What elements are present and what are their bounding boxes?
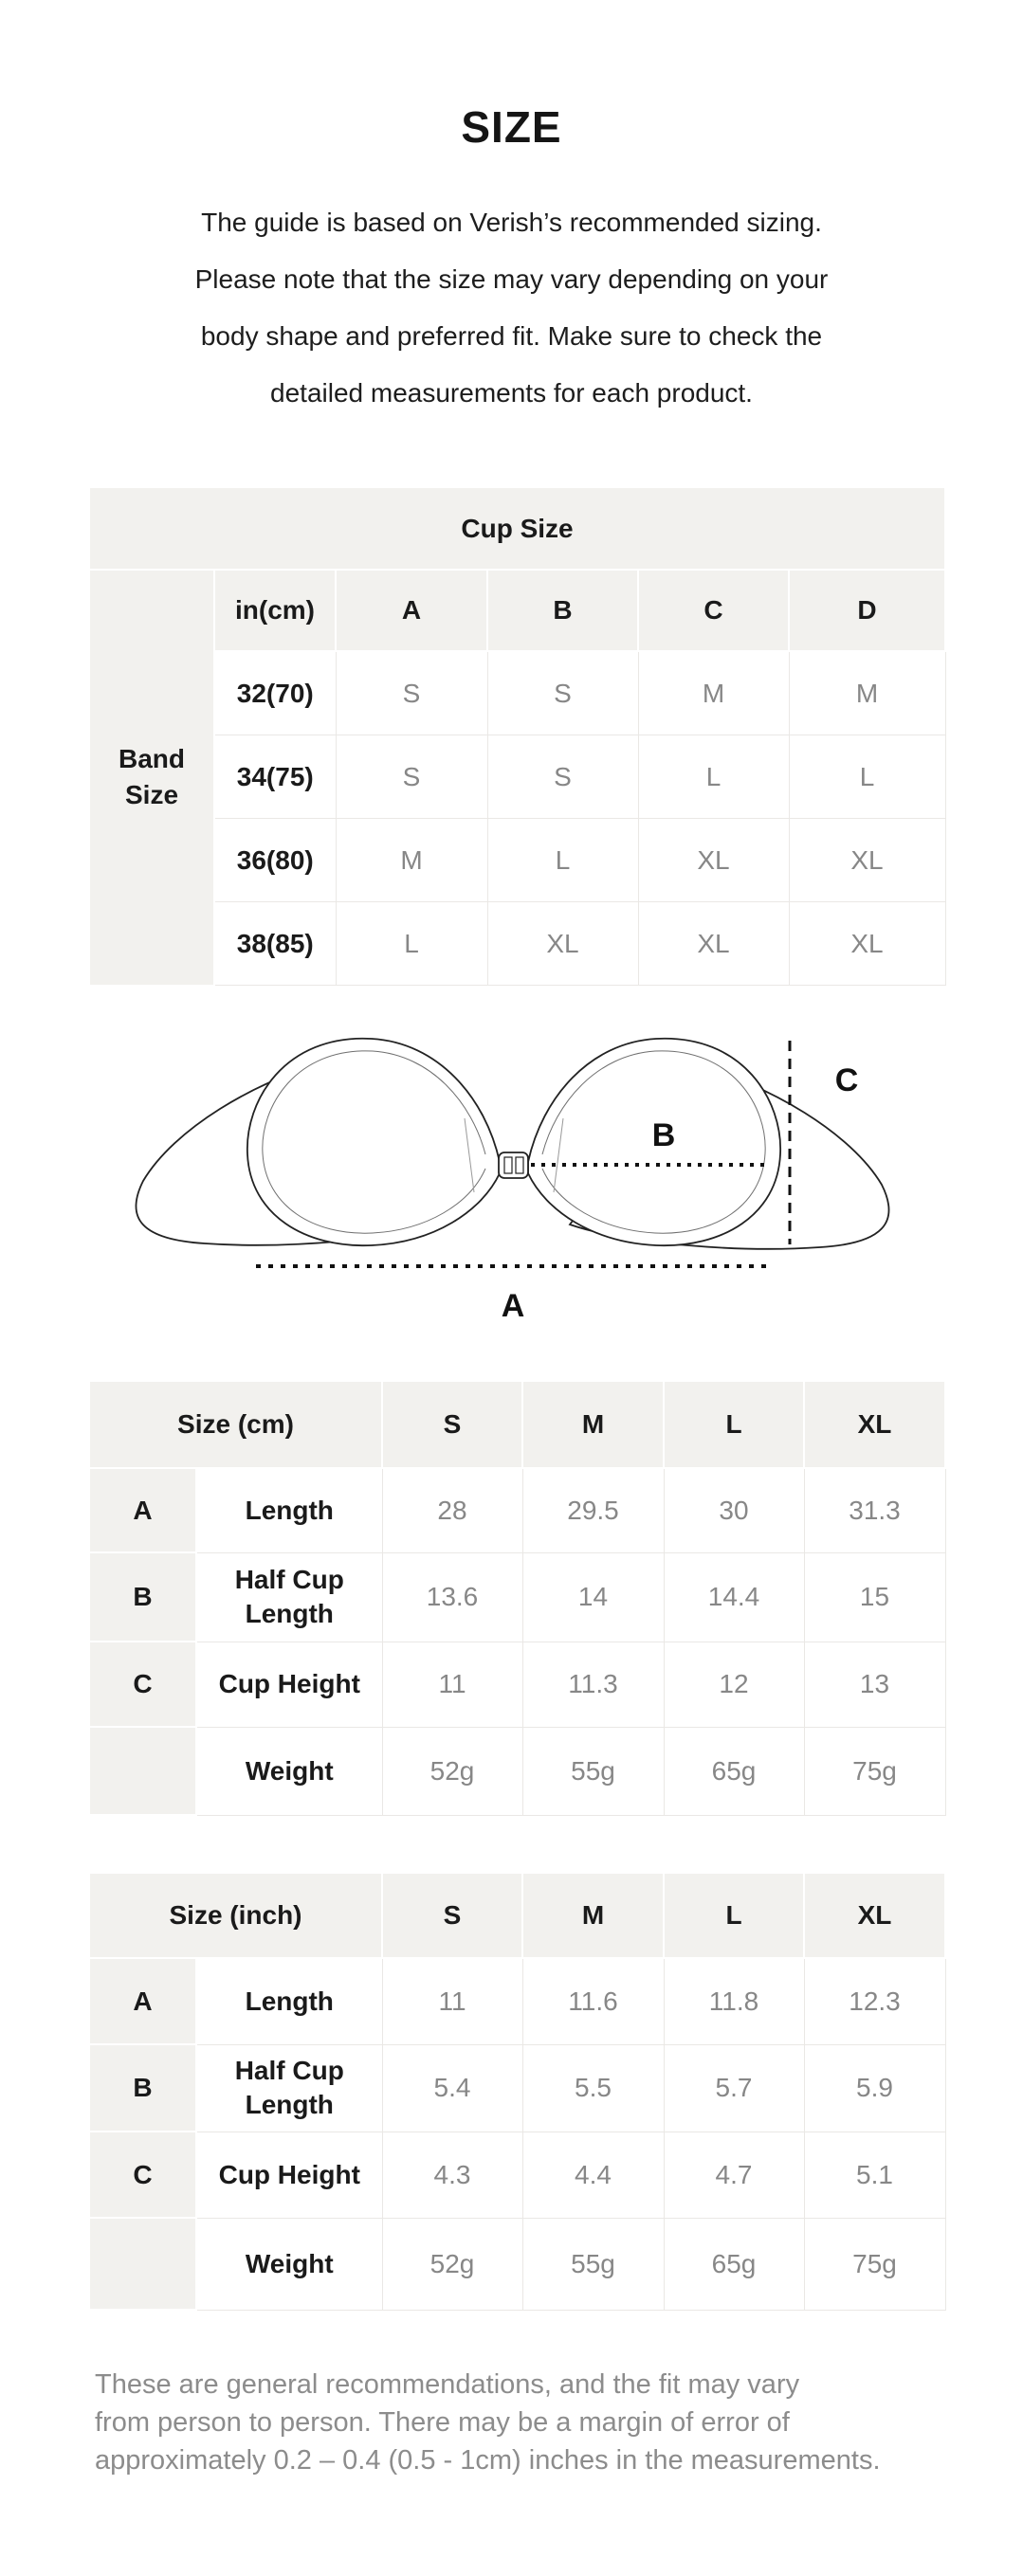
page-title: SIZE: [461, 102, 562, 152]
measure-label-cell: Weight: [196, 1727, 382, 1815]
inch-table-title: Size (inch): [89, 1873, 382, 1958]
measure-value-cell: 11.6: [522, 1958, 664, 2044]
size-column-header: L: [664, 1873, 804, 1958]
measure-value-cell: 11.8: [664, 1958, 804, 2044]
table-row: [89, 1552, 945, 1642]
size-value-cell: S: [487, 735, 638, 819]
table-row: [89, 651, 945, 735]
size-value-cell: XL: [638, 819, 789, 902]
band-size-cell: 38(85): [214, 902, 336, 986]
measure-label-cell: Length: [196, 1468, 382, 1552]
measure-value-cell: 5.5: [522, 2044, 664, 2132]
size-value-cell: L: [336, 902, 487, 986]
table-row: [89, 735, 945, 819]
measure-label-cell: Cup Height: [196, 1642, 382, 1727]
measure-key-cell: B: [89, 2044, 196, 2132]
measure-value-cell: 13.6: [382, 1552, 522, 1642]
intro-line: Please note that the size may vary depending on your: [194, 264, 829, 294]
measure-key-cell: [89, 2218, 196, 2310]
size-value-cell: S: [487, 651, 638, 735]
intro-line: The guide is based on Verish’s recommended sizing.: [201, 208, 822, 237]
measure-value-cell: 12.3: [804, 1958, 945, 2044]
measure-value-cell: 52g: [382, 2218, 522, 2310]
measure-value-cell: 5.4: [382, 2044, 522, 2132]
disclaimer-line: approximately 0.2 – 0.4 (0.5 - 1cm) inches in the measurements.: [95, 2445, 881, 2476]
measure-value-cell: 65g: [664, 1727, 804, 1815]
measure-value-cell: 15: [804, 1552, 945, 1642]
size-value-cell: XL: [789, 902, 945, 986]
clasp-icon: [499, 1152, 528, 1178]
size-value-cell: S: [336, 651, 487, 735]
size-value-cell: L: [487, 819, 638, 902]
table-row: [89, 1873, 945, 1958]
table-row: [89, 1958, 945, 2044]
measure-value-cell: 28: [382, 1468, 522, 1552]
measure-value-cell: 13: [804, 1642, 945, 1727]
measure-value-cell: 5.7: [664, 2044, 804, 2132]
measure-label-cell: Cup Height: [196, 2132, 382, 2218]
cup-size-table: [88, 486, 946, 987]
measure-value-cell: 11.3: [522, 1642, 664, 1727]
measure-key-cell: A: [89, 1468, 196, 1552]
size-column-header: M: [522, 1873, 664, 1958]
measure-value-cell: 14: [522, 1552, 664, 1642]
measure-value-cell: 75g: [804, 1727, 945, 1815]
measure-value-cell: 31.3: [804, 1468, 945, 1552]
size-column-header: S: [382, 1381, 522, 1468]
measure-value-cell: 30: [664, 1468, 804, 1552]
table-row: [89, 1642, 945, 1727]
measure-value-cell: 29.5: [522, 1468, 664, 1552]
size-inch-table: [88, 1872, 946, 2311]
size-column-header: L: [664, 1381, 804, 1468]
diagram-label-b: B: [651, 1117, 676, 1153]
size-column-header: S: [382, 1873, 522, 1958]
measure-value-cell: 14.4: [664, 1552, 804, 1642]
size-column-header: XL: [804, 1873, 945, 1958]
band-size-cell: 34(75): [214, 735, 336, 819]
measure-label-cell: Weight: [196, 2218, 382, 2310]
size-value-cell: M: [638, 651, 789, 735]
size-value-cell: XL: [789, 819, 945, 902]
diagram-label-a: A: [501, 1288, 525, 1324]
size-value-cell: XL: [638, 902, 789, 986]
diagram-label-c: C: [834, 1062, 859, 1098]
table-row: [89, 1381, 945, 1468]
table-row: [89, 902, 945, 986]
disclaimer-note: [95, 2366, 948, 2479]
size-value-cell: M: [789, 651, 945, 735]
size-value-cell: XL: [487, 902, 638, 986]
table-row: [89, 2132, 945, 2218]
cup-column-header: C: [638, 570, 789, 651]
size-value-cell: M: [336, 819, 487, 902]
table-row: [89, 487, 945, 570]
intro-paragraph: [0, 194, 1023, 422]
measure-value-cell: 55g: [522, 2218, 664, 2310]
band-size-header: Band Size: [89, 570, 214, 986]
unit-header: in(cm): [214, 570, 336, 651]
size-column-header: M: [522, 1381, 664, 1468]
cup-size-table-title: Cup Size: [89, 487, 945, 570]
measure-value-cell: 4.4: [522, 2132, 664, 2218]
size-column-header: XL: [804, 1381, 945, 1468]
measure-key-cell: [89, 1727, 196, 1815]
table-row: [89, 570, 945, 651]
measure-key-cell: B: [89, 1552, 196, 1642]
measure-label-cell: Half Cup Length: [196, 1552, 382, 1642]
size-value-cell: S: [336, 735, 487, 819]
intro-line: detailed measurements for each product.: [270, 378, 753, 408]
cup-column-header: A: [336, 570, 487, 651]
table-row: [89, 2044, 945, 2132]
measure-label-cell: Half Cup Length: [196, 2044, 382, 2132]
cup-column-header: D: [789, 570, 945, 651]
bra-left-cup: [247, 1039, 500, 1245]
table-row: [89, 1727, 945, 1815]
measure-value-cell: 52g: [382, 1727, 522, 1815]
disclaimer-line: These are general recommendations, and the fit may vary: [95, 2369, 800, 2400]
bra-measurement-diagram: [0, 986, 1023, 1327]
size-value-cell: L: [789, 735, 945, 819]
band-size-cell: 36(80): [214, 819, 336, 902]
cup-column-header: B: [487, 570, 638, 651]
cm-table-title: Size (cm): [89, 1381, 382, 1468]
measure-value-cell: 11: [382, 1958, 522, 2044]
size-cm-table: [88, 1380, 946, 1816]
measure-label-cell: Length: [196, 1958, 382, 2044]
table-row: [89, 1468, 945, 1552]
measure-value-cell: 65g: [664, 2218, 804, 2310]
measure-value-cell: 12: [664, 1642, 804, 1727]
measure-value-cell: 11: [382, 1642, 522, 1727]
measure-key-cell: C: [89, 1642, 196, 1727]
measure-value-cell: 5.9: [804, 2044, 945, 2132]
measure-value-cell: 55g: [522, 1727, 664, 1815]
disclaimer-line: from person to person. There may be a margin of error of: [95, 2407, 790, 2438]
table-row: [89, 819, 945, 902]
size-value-cell: L: [638, 735, 789, 819]
measure-value-cell: 5.1: [804, 2132, 945, 2218]
measure-key-cell: C: [89, 2132, 196, 2218]
measure-value-cell: 75g: [804, 2218, 945, 2310]
measure-key-cell: A: [89, 1958, 196, 2044]
measure-value-cell: 4.7: [664, 2132, 804, 2218]
band-size-cell: 32(70): [214, 651, 336, 735]
measure-value-cell: 4.3: [382, 2132, 522, 2218]
intro-line: body shape and preferred fit. Make sure to check the: [200, 321, 823, 351]
table-row: [89, 2218, 945, 2310]
